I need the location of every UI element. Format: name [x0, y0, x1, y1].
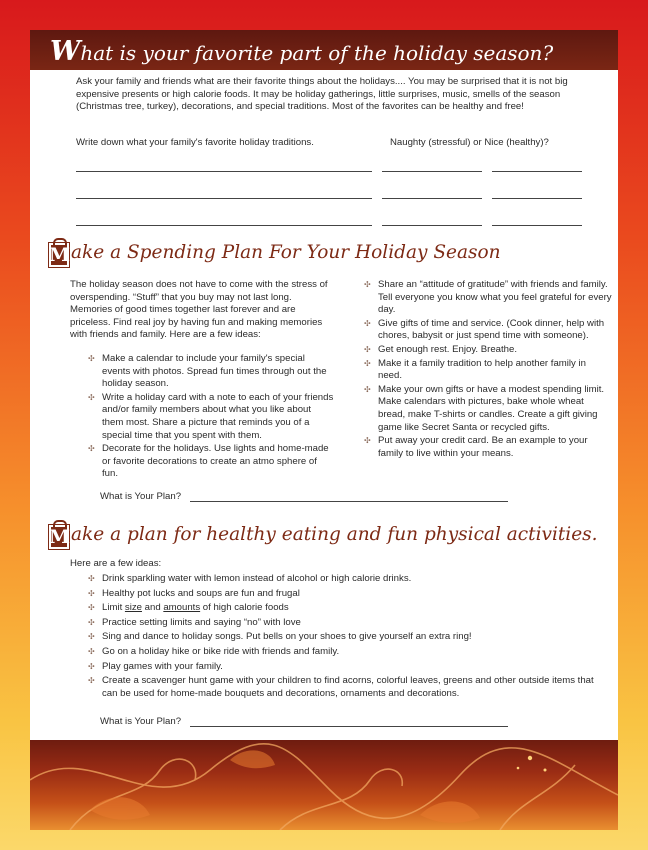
- spending-ideas-right: [362, 279, 612, 461]
- limit-prefix: Limit: [102, 602, 125, 614]
- section3-intro: Here are a few ideas:: [70, 558, 162, 569]
- limit-size: size: [124, 602, 142, 614]
- spending-ideas-left: [86, 353, 334, 482]
- decorative-footer: [30, 740, 618, 830]
- traditions-label: Write down what your family's favorite holiday traditions.: [76, 137, 314, 148]
- naughty-nice-label: Naughty (stressful) or Nice (healthy)?: [390, 137, 549, 148]
- tradition-line-2[interactable]: [76, 198, 372, 199]
- list-item-limit: [86, 602, 606, 615]
- section2-title-text: ake a Spending Plan For Your Holiday Season: [71, 242, 501, 263]
- naughty-line-3[interactable]: [382, 225, 482, 226]
- nice-line-2[interactable]: [492, 198, 582, 199]
- limit-amounts: amounts: [163, 602, 201, 614]
- spending-plan-label: What is Your Plan?: [100, 491, 182, 502]
- healthy-ideas-list: [86, 573, 606, 702]
- section1-title-text: hat is your favorite part of the holiday season?: [80, 41, 554, 65]
- spending-plan-line[interactable]: [190, 501, 508, 502]
- section3-title-text: ake a plan for healthy eating and fun physical activities.: [71, 524, 598, 545]
- list-item: ✣ Drink sparkling water with lemon instead of alcohol or high calorie drinks.: [86, 573, 606, 586]
- list-item: ✣ Practice setting limits and saying “no” with love: [86, 617, 606, 630]
- gift-icon: M: [49, 244, 71, 266]
- naughty-line-2[interactable]: [382, 198, 482, 199]
- list-item: ✣ Decorate for the holidays. Use lights and home-made or favorite decorations to create an atmo sphere of fun.: [86, 443, 334, 481]
- section1-intro: Ask your family and friends what are their favorite things about the holidays.... You may be surprised that it is not big expensive presents or high calorie foods. It may be holiday gatherings, little surprises, music, smells of the season (Christmas tree, turkey), decorations, and special traditions. Most of the favorites can be healthy and free!: [76, 76, 568, 113]
- nice-line-1[interactable]: [492, 171, 582, 172]
- list-item: ✣ Give gifts of time and service. (Cook dinner, help with chores, babysit or just spend time with someone).: [362, 318, 612, 343]
- list-item: ✣ Play games with your family.: [86, 661, 606, 674]
- section3-title: [48, 524, 598, 550]
- list-item: ✣ Sing and dance to holiday songs. Put bells on your shoes to give yourself an extra ring!: [86, 631, 606, 644]
- list-item: ✣ Make a calendar to include your family's special events with photos. Spread fun times through out the holiday season.: [86, 353, 334, 391]
- gift-icon: M: [49, 526, 71, 548]
- list-item: ✣ Put away your credit card. Be an example to your family to live within your means.: [362, 435, 612, 460]
- list-item: ✣ Create a scavenger hunt game with your children to find acorns, colorful leaves, greens and other outside items that can be used for home-made bouquets and decorations, ornaments and decorations.: [86, 675, 606, 700]
- nice-line-3[interactable]: [492, 225, 582, 226]
- list-item: ✣ Healthy pot lucks and soups are fun and frugal: [86, 588, 606, 601]
- list-item: ✣ Make it a family tradition to help another family in need.: [362, 358, 612, 383]
- content-panel: [30, 30, 618, 830]
- tradition-line-3[interactable]: [76, 225, 372, 226]
- list-item: ✣ Go on a holiday hike or bike ride with friends and family.: [86, 646, 606, 659]
- section2-intro: The holiday season does not have to come with the stress of overspending. “Stuff” that you buy may not last long. Memories of good times together last forever and are priceless. Find real joy by having fun and making memories with friends and family. Here are a few ideas:: [70, 279, 328, 341]
- section1-drop-cap: W: [50, 36, 81, 67]
- naughty-line-1[interactable]: [382, 171, 482, 172]
- healthy-plan-line[interactable]: [190, 726, 508, 727]
- list-item: ✣ Share an “attitude of gratitude” with friends and family. Tell everyone you know what you feel grateful for every day.: [362, 279, 612, 317]
- healthy-plan-label: What is Your Plan?: [100, 716, 182, 727]
- section1-title: [50, 36, 553, 67]
- swirl-ornament-icon: [30, 740, 618, 830]
- tradition-line-1[interactable]: [76, 171, 372, 172]
- limit-suffix: of high calorie foods: [200, 602, 289, 614]
- section2-title: [48, 242, 501, 268]
- list-item: ✣ Make your own gifts or have a modest spending limit. Make calendars with pictures, bake whole wheat bread, make T-shirts or candles. Create a gift giving game like Secret Santa or recycled gifts.: [362, 384, 612, 434]
- section1-banner: [30, 30, 618, 70]
- list-item: ✣ Get enough rest. Enjoy. Breathe.: [362, 344, 612, 357]
- limit-and: and: [141, 602, 164, 614]
- list-item: ✣ Write a holiday card with a note to each of your friends and/or family members about what you like about them most. Share a picture that reminds you of a special time that you spent with them.: [86, 392, 334, 442]
